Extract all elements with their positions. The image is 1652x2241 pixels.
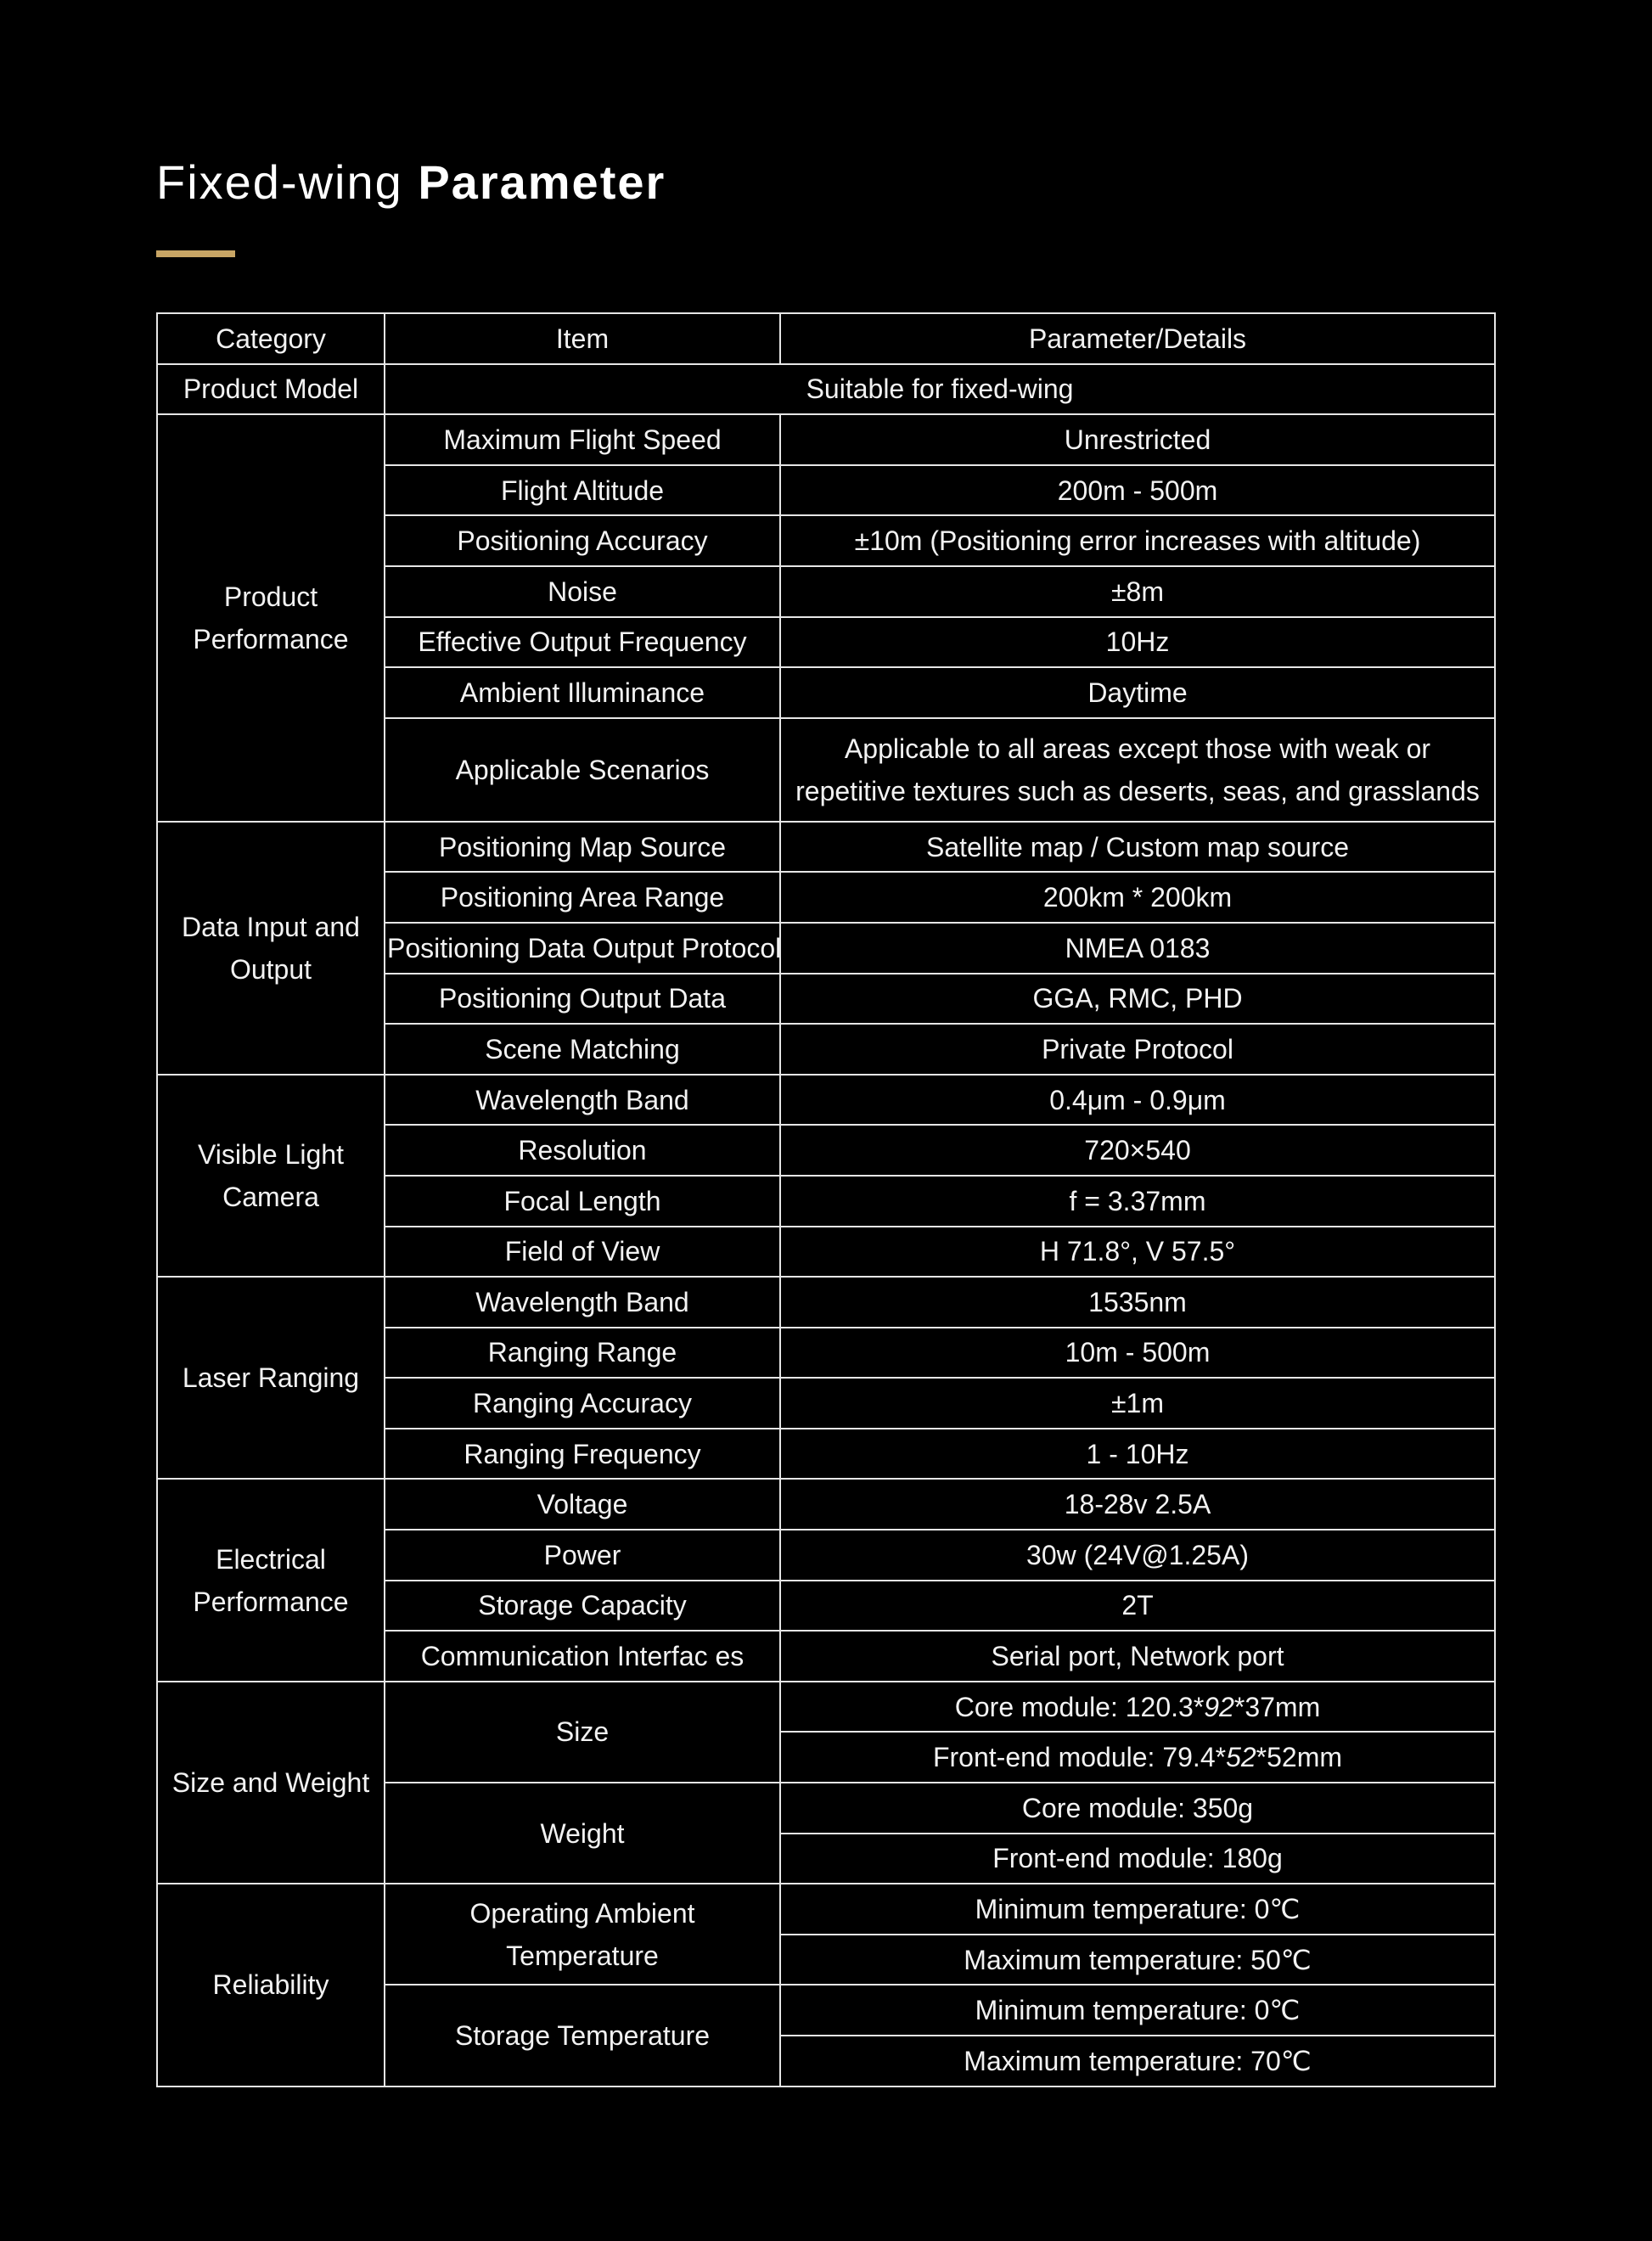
table-row bbox=[157, 1682, 1495, 1733]
page-title bbox=[156, 154, 666, 210]
item-cell: Ranging Range bbox=[385, 1328, 780, 1379]
item-cell: Noise bbox=[385, 566, 780, 617]
value-cell: Front-end module: 180g bbox=[780, 1834, 1495, 1884]
value-cell: Daytime bbox=[780, 667, 1495, 718]
value-text: *52mm bbox=[1256, 1742, 1343, 1773]
item-cell: Flight Altitude bbox=[385, 465, 780, 516]
value-cell: Maximum temperature: 50℃ bbox=[780, 1935, 1495, 1985]
item-cell: Ambient Illuminance bbox=[385, 667, 780, 718]
value-cell: ±8m bbox=[780, 566, 1495, 617]
value-text: Core module: 120.3* bbox=[954, 1691, 1205, 1722]
value-cell: Suitable for fixed-wing bbox=[385, 364, 1495, 415]
table-header-row bbox=[157, 313, 1495, 364]
value-cell: Satellite map / Custom map source bbox=[780, 822, 1495, 873]
item-cell: Operating Ambient Temperature bbox=[385, 1884, 780, 1985]
item-cell: Maximum Flight Speed bbox=[385, 414, 780, 465]
title-accent-bar bbox=[156, 250, 235, 257]
value-cell: 200km * 200km bbox=[780, 872, 1495, 923]
item-cell: Focal Length bbox=[385, 1176, 780, 1227]
item-cell: Communication Interfac es bbox=[385, 1631, 780, 1682]
category-cell: Electrical Performance bbox=[157, 1479, 385, 1681]
table-row bbox=[157, 1277, 1495, 1328]
value-cell: 1535nm bbox=[780, 1277, 1495, 1328]
table-row bbox=[157, 822, 1495, 873]
value-cell: 0.4μm - 0.9μm bbox=[780, 1075, 1495, 1126]
category-cell: Data Input and Output bbox=[157, 822, 385, 1075]
value-italic: 52 bbox=[1226, 1742, 1256, 1773]
item-cell: Positioning Data Output Protocol bbox=[385, 923, 780, 974]
category-cell: Laser Ranging bbox=[157, 1277, 385, 1479]
category-cell: Product Model bbox=[157, 364, 385, 415]
value-cell: H 71.8°, V 57.5° bbox=[780, 1227, 1495, 1278]
value-cell: Core module: 350g bbox=[780, 1783, 1495, 1834]
value-italic: 92 bbox=[1204, 1691, 1234, 1722]
value-cell: 10m - 500m bbox=[780, 1328, 1495, 1379]
value-cell: 200m - 500m bbox=[780, 465, 1495, 516]
item-cell: Effective Output Frequency bbox=[385, 617, 780, 668]
value-cell: NMEA 0183 bbox=[780, 923, 1495, 974]
item-cell: Positioning Accuracy bbox=[385, 515, 780, 566]
item-cell: Voltage bbox=[385, 1479, 780, 1530]
item-cell: Storage Capacity bbox=[385, 1581, 780, 1632]
value-cell bbox=[780, 1682, 1495, 1733]
category-cell: Visible Light Camera bbox=[157, 1075, 385, 1277]
title-bold: Parameter bbox=[418, 155, 666, 209]
value-cell: Applicable to all areas except those with weak or repetitive textures such as deserts, seas, and grasslands bbox=[780, 718, 1495, 822]
value-cell: ±1m bbox=[780, 1378, 1495, 1429]
value-text: *37mm bbox=[1233, 1691, 1321, 1722]
value-cell: Maximum temperature: 70℃ bbox=[780, 2036, 1495, 2087]
value-cell: Private Protocol bbox=[780, 1024, 1495, 1075]
value-cell bbox=[780, 1732, 1495, 1783]
value-cell: 1 - 10Hz bbox=[780, 1429, 1495, 1480]
value-cell: Serial port, Network port bbox=[780, 1631, 1495, 1682]
item-cell: Positioning Area Range bbox=[385, 872, 780, 923]
table-row bbox=[157, 1884, 1495, 1935]
value-cell: GGA, RMC, PHD bbox=[780, 974, 1495, 1025]
category-cell: Reliability bbox=[157, 1884, 385, 2086]
item-cell: Field of View bbox=[385, 1227, 780, 1278]
item-cell: Wavelength Band bbox=[385, 1277, 780, 1328]
table-row bbox=[157, 1479, 1495, 1530]
table-row bbox=[157, 414, 1495, 465]
value-cell: 30w (24V@1.25A) bbox=[780, 1530, 1495, 1581]
header-category: Category bbox=[157, 313, 385, 364]
item-cell: Ranging Accuracy bbox=[385, 1378, 780, 1429]
item-cell: Positioning Output Data bbox=[385, 974, 780, 1025]
value-cell: f = 3.37mm bbox=[780, 1176, 1495, 1227]
item-cell: Scene Matching bbox=[385, 1024, 780, 1075]
table-row bbox=[157, 1075, 1495, 1126]
value-cell: 10Hz bbox=[780, 617, 1495, 668]
item-cell: Size bbox=[385, 1682, 780, 1783]
value-cell: Unrestricted bbox=[780, 414, 1495, 465]
item-cell: Ranging Frequency bbox=[385, 1429, 780, 1480]
value-text: Front-end module: 79.4* bbox=[932, 1742, 1227, 1773]
parameter-table bbox=[156, 312, 1496, 2087]
value-cell: ±10m (Positioning error increases with altitude) bbox=[780, 515, 1495, 566]
item-cell: Storage Temperature bbox=[385, 1985, 780, 2086]
category-cell: Product Performance bbox=[157, 414, 385, 822]
value-cell: Minimum temperature: 0℃ bbox=[780, 1985, 1495, 2036]
header-details: Parameter/Details bbox=[780, 313, 1495, 364]
value-cell: 2T bbox=[780, 1581, 1495, 1632]
value-cell: Minimum temperature: 0℃ bbox=[780, 1884, 1495, 1935]
category-cell: Size and Weight bbox=[157, 1682, 385, 1884]
item-cell: Positioning Map Source bbox=[385, 822, 780, 873]
table-row bbox=[157, 364, 1495, 415]
item-cell: Applicable Scenarios bbox=[385, 718, 780, 822]
header-item: Item bbox=[385, 313, 780, 364]
item-cell: Weight bbox=[385, 1783, 780, 1884]
item-cell: Power bbox=[385, 1530, 780, 1581]
item-cell: Wavelength Band bbox=[385, 1075, 780, 1126]
value-cell: 18-28v 2.5A bbox=[780, 1479, 1495, 1530]
item-cell: Resolution bbox=[385, 1125, 780, 1176]
title-light: Fixed-wing bbox=[156, 155, 403, 209]
value-cell: 720×540 bbox=[780, 1125, 1495, 1176]
